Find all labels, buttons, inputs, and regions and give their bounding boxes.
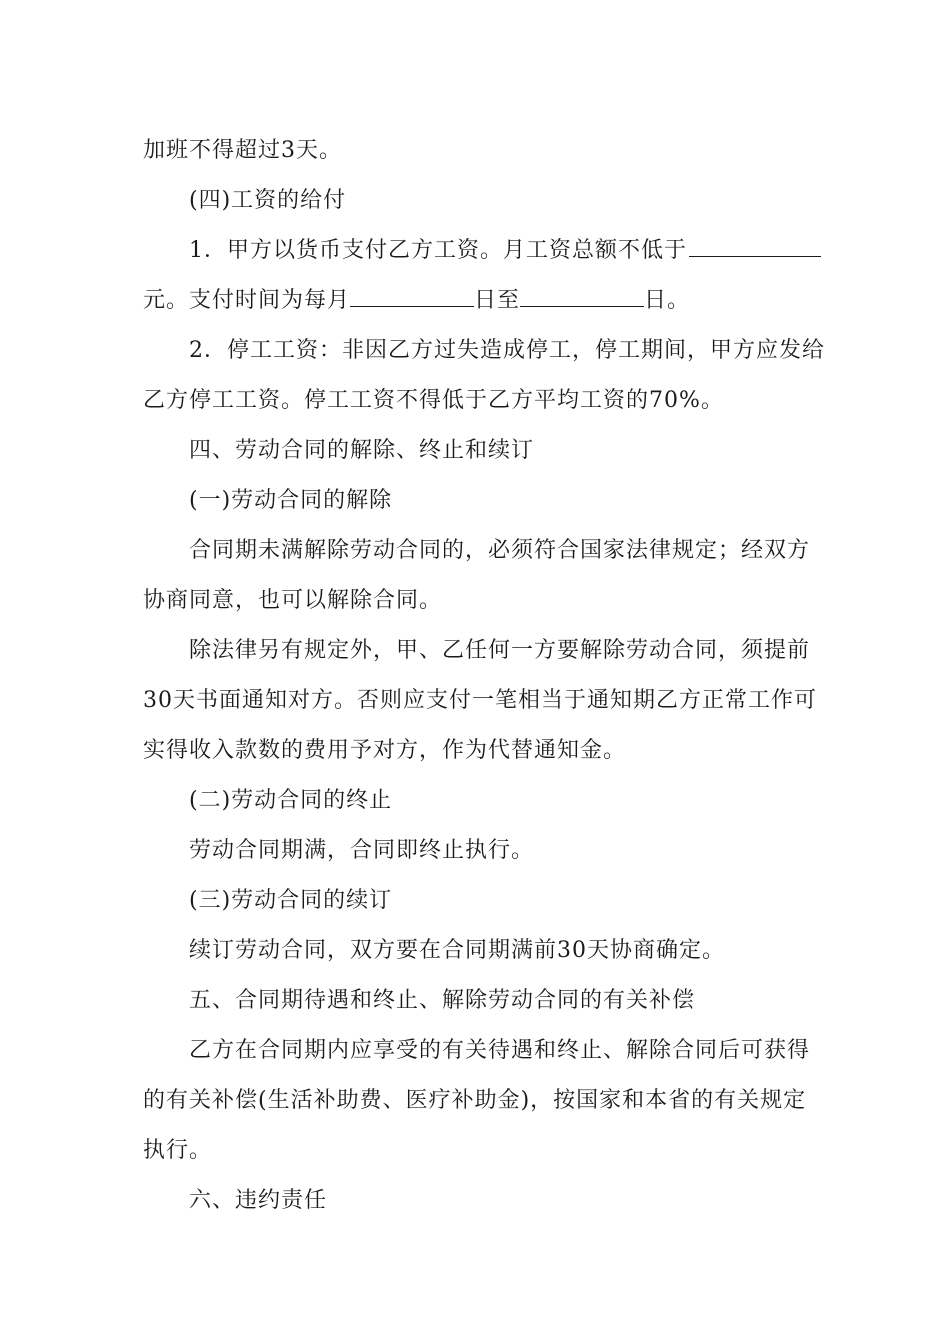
fill-blank-amount bbox=[689, 236, 821, 257]
fill-blank-day-end bbox=[520, 286, 644, 307]
paragraph-line: 30天书面通知对方。否则应支付一笔相当于通知期乙方正常工作可 bbox=[143, 688, 817, 713]
section-heading: 五、合同期待遇和终止、解除劳动合同的有关补偿 bbox=[189, 988, 696, 1013]
fill-blank-day-start bbox=[350, 286, 474, 307]
paragraph-line: 执行。 bbox=[143, 1138, 213, 1163]
paragraph-line: 2．停工工资：非因乙方过失造成停工，停工期间，甲方应发给 bbox=[189, 338, 825, 363]
paragraph-line bbox=[143, 286, 813, 316]
paragraph-line: 合同期未满解除劳动合同的，必须符合国家法律规定；经双方 bbox=[189, 538, 811, 563]
paragraph-line: 的有关补偿(生活补助费、医疗补助金)，按国家和本省的有关规定 bbox=[143, 1088, 807, 1113]
section-heading: (四)工资的给付 bbox=[189, 188, 347, 213]
paragraph-line: 实得收入款数的费用予对方，作为代替通知金。 bbox=[143, 738, 627, 763]
section-heading: (一)劳动合同的解除 bbox=[189, 488, 393, 513]
paragraph-line: 乙方停工工资。停工工资不得低于乙方平均工资的70%。 bbox=[143, 388, 724, 413]
paragraph-line: 加班不得超过3天。 bbox=[143, 138, 342, 163]
paragraph-line: 劳动合同期满，合同即终止执行。 bbox=[189, 838, 535, 863]
paragraph-line: 协商同意，也可以解除合同。 bbox=[143, 588, 443, 613]
paragraph-line bbox=[189, 236, 859, 266]
paragraph-line: 乙方在合同期内应享受的有关待遇和终止、解除合同后可获得 bbox=[189, 1038, 811, 1063]
section-heading: 六、违约责任 bbox=[189, 1188, 328, 1213]
paragraph-text: 日至 bbox=[474, 288, 521, 313]
paragraph-line: 除法律另有规定外，甲、乙任何一方要解除劳动合同，须提前 bbox=[189, 638, 811, 663]
paragraph-line: 续订劳动合同，双方要在合同期满前30天协商确定。 bbox=[189, 938, 725, 963]
section-heading: (二)劳动合同的终止 bbox=[189, 788, 393, 813]
paragraph-text: 1．甲方以货币支付乙方工资。月工资总额不低于 bbox=[189, 238, 687, 263]
section-heading: (三)劳动合同的续订 bbox=[189, 888, 393, 913]
section-heading: 四、劳动合同的解除、终止和续订 bbox=[189, 438, 535, 463]
paragraph-text: 元。支付时间为每月 bbox=[143, 288, 351, 313]
paragraph-text: 日。 bbox=[644, 288, 691, 313]
